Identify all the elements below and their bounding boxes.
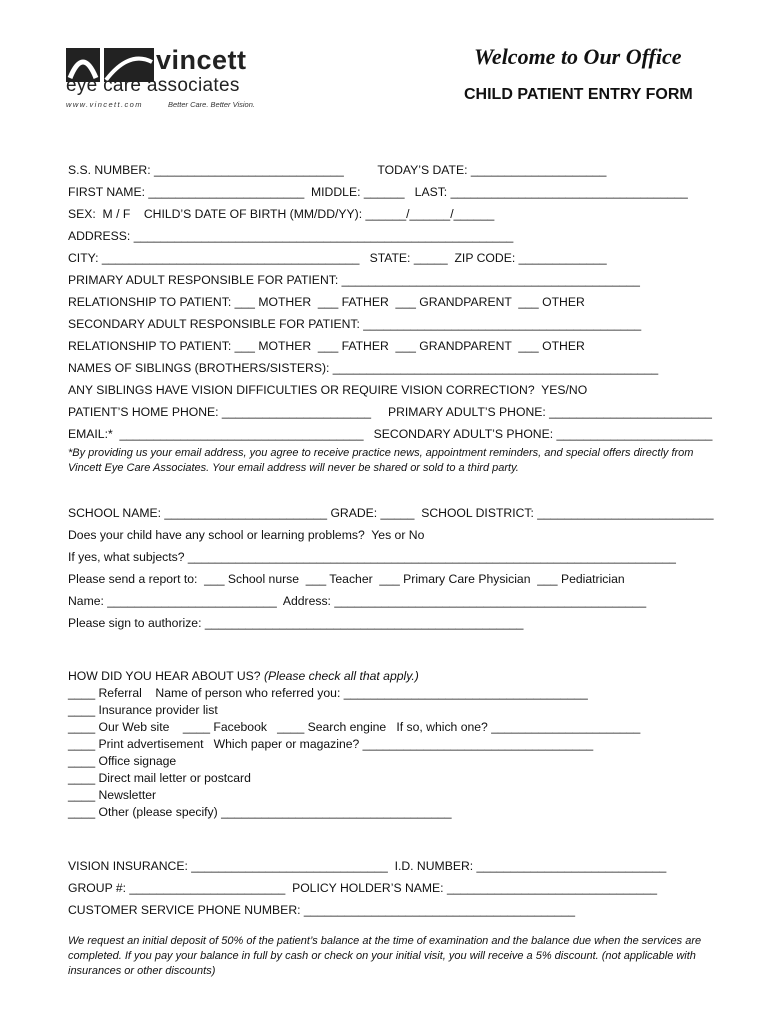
welcome-heading: Welcome to Our Office bbox=[474, 44, 682, 69]
email-disclaimer: *By providing us your email address, you agree to receive practice news, appointment reminders, and special offers directly from Vincett Eye Care Associates. Your email address will never be shared or sold to a third party. bbox=[68, 447, 694, 474]
city-state-zip-line[interactable]: CITY: ______________________________________ STATE: _____ ZIP CODE: _____________ bbox=[68, 251, 607, 265]
newsletter-option[interactable]: ____ Newsletter bbox=[68, 788, 157, 802]
sex-dob-line[interactable]: SEX: M / F CHILD’S DATE OF BIRTH (MM/DD/YY): ______/______/______ bbox=[68, 207, 495, 221]
hear-about-heading bbox=[68, 668, 419, 684]
logo-tagline: Better Care. Better Vision. bbox=[168, 100, 255, 109]
group-policy-line[interactable]: GROUP #: _______________________ POLICY HOLDER’S NAME: _______________________________ bbox=[68, 881, 658, 895]
report-recipients-line[interactable]: Please send a report to: ___ School nurse ___ Teacher ___ Primary Care Physician ___ Pediatrician bbox=[68, 572, 625, 586]
web-option[interactable]: ____ Our Web site ____ Facebook ____ Search engine If so, which one? ______________________ bbox=[68, 720, 641, 734]
primary-adult-line[interactable]: PRIMARY ADULT RESPONSIBLE FOR PATIENT: ____________________________________________ bbox=[68, 273, 640, 287]
siblings-vision-line[interactable]: ANY SIBLINGS HAVE VISION DIFFICULTIES OR REQUIRE VISION CORRECTION? YES/NO bbox=[68, 383, 588, 397]
other-option[interactable]: ____ Other (please specify) __________________________________ bbox=[68, 805, 452, 819]
logo-url: www.vincett.com bbox=[66, 100, 143, 109]
report-name-address-line[interactable]: Name: _________________________ Address: ______________________________________________ bbox=[68, 594, 647, 608]
hear-about-label: HOW DID YOU HEAR ABOUT US? bbox=[68, 669, 264, 683]
school-line[interactable]: SCHOOL NAME: ________________________ GRADE: _____ SCHOOL DISTRICT: __________________________ bbox=[68, 506, 714, 520]
address-line[interactable]: ADDRESS: ________________________________________________________ bbox=[68, 229, 514, 243]
secondary-adult-line[interactable]: SECONDARY ADULT RESPONSIBLE FOR PATIENT: _________________________________________ bbox=[68, 317, 642, 331]
email-line[interactable]: EMAIL:* ____________________________________ SECONDARY ADULT’S PHONE: _______________________ bbox=[68, 427, 713, 441]
office-signage-option[interactable]: ____ Office signage bbox=[68, 754, 177, 768]
vision-insurance-line[interactable]: VISION INSURANCE: _____________________________ I.D. NUMBER: ____________________________ bbox=[68, 859, 667, 873]
name-line[interactable]: FIRST NAME: _______________________ MIDDLE: ______ LAST: ___________________________________ bbox=[68, 185, 688, 199]
phone-line[interactable]: PATIENT’S HOME PHONE: ______________________ PRIMARY ADULT’S PHONE: ________________________ bbox=[68, 405, 712, 419]
subjects-line[interactable]: If yes, what subjects? ________________________________________________________________________ bbox=[68, 550, 676, 564]
print-ad-option[interactable]: ____ Print advertisement Which paper or magazine? __________________________________ bbox=[68, 737, 594, 751]
primary-relationship-line[interactable]: RELATIONSHIP TO PATIENT: ___ MOTHER ___ FATHER ___ GRANDPARENT ___ OTHER bbox=[68, 295, 585, 309]
logo-subtitle: eye care associates bbox=[66, 75, 240, 96]
vincett-logo bbox=[66, 44, 276, 118]
hear-about-hint: (Please check all that apply.) bbox=[263, 669, 419, 683]
form-title: CHILD PATIENT ENTRY FORM bbox=[464, 86, 693, 103]
deposit-notice: We request an initial deposit of 50% of the patient’s balance at the time of examination and the balance due when the services are completed. If you pay your balance in full by cash or check on your initial visit, you will receive a 5% discount. (not applicable with insurances or other discounts) bbox=[68, 935, 702, 977]
insurance-list-option[interactable]: ____ Insurance provider list bbox=[68, 703, 218, 717]
secondary-relationship-line[interactable]: RELATIONSHIP TO PATIENT: ___ MOTHER ___ FATHER ___ GRANDPARENT ___ OTHER bbox=[68, 339, 585, 353]
customer-service-line[interactable]: CUSTOMER SERVICE PHONE NUMBER: ________________________________________ bbox=[68, 903, 576, 917]
learning-problems-line[interactable]: Does your child have any school or learning problems? Yes or No bbox=[68, 528, 425, 542]
ss-number-line[interactable]: S.S. NUMBER: ____________________________ TODAY’S DATE: ____________________ bbox=[68, 163, 607, 177]
logo-brand: vincett bbox=[156, 45, 247, 75]
siblings-line[interactable]: NAMES OF SIBLINGS (BROTHERS/SISTERS): ________________________________________________ bbox=[68, 361, 659, 375]
authorize-signature-line[interactable]: Please sign to authorize: _______________________________________________ bbox=[68, 616, 524, 630]
referral-option[interactable]: ____ Referral Name of person who referred you: ____________________________________ bbox=[68, 686, 588, 700]
direct-mail-option[interactable]: ____ Direct mail letter or postcard bbox=[68, 771, 251, 785]
